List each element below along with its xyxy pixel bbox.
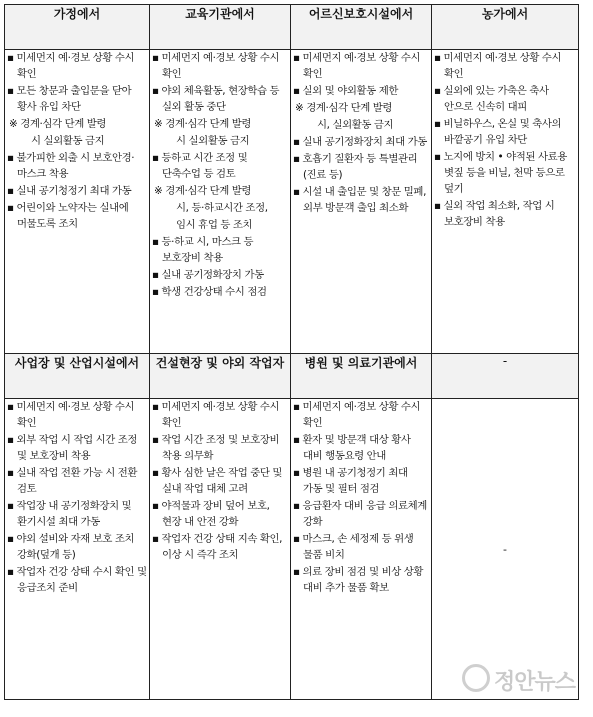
list-item: ▪ 실외에 있는 가축은 축사 안으로 신속히 대피 (434, 85, 549, 113)
cell-workplace (5, 399, 149, 596)
list-item: 시 실외활동 금지 (31, 135, 105, 147)
list-item: ※ 경계·심각 단계 발령 (295, 102, 393, 114)
list-item: ▪ 호흡기 질환자 등 특별관리(진료 등) (293, 153, 418, 181)
list-item: ▪ 실내 공기정화장치 최대 가동 (293, 136, 427, 148)
header-home: 가정에서 (5, 5, 150, 50)
list-item: ▪ 작업자 건강 상태 지속 확인, 이상 시 즉각 조치 (152, 533, 283, 561)
list-item: ▪ 환자 및 방문객 대상 황사 대비 행동요령 안내 (293, 434, 411, 462)
cell-farm (432, 50, 578, 230)
list-item: 시 실외활동 금지 (176, 135, 250, 147)
list-item: ※ 경계·심각 단계 발령 (9, 118, 107, 130)
cell-hospital (291, 399, 431, 596)
list-item: ▪ 실내 작업 전환 가능 시 전환 검토 (7, 467, 138, 495)
list-item: ▪ 모든 창문과 출입문을 닫아 황사 유입 차단 (7, 85, 132, 113)
list-item: ▪ 작업자 건강 상태 수시 확인 및 응급조치 준비 (7, 566, 147, 594)
list-item: ▪ 미세먼지 예·경보 상황 수시 확인 (152, 52, 280, 80)
list-item: ▪ 야외 설비와 자재 보호 조치 강화(덮개 등) (7, 533, 135, 561)
header-hospital: 병원 및 의료기관에서 (291, 354, 432, 399)
list-item: ▪ 외부 작업 시 작업 시간 조정 및 보호장비 착용 (7, 434, 138, 462)
list-item: ▪ 어린이와 노약자는 실내에 머물도록 조치 (7, 202, 129, 230)
list-item: ▪ 등하교 시간 조정 및 단축수업 등 검토 (152, 152, 248, 180)
list-item: ▪ 미세먼지 예·경보 상황 수시 확인 (434, 52, 562, 80)
cell-elderly-care (291, 50, 431, 216)
list-item: ▪ 야외 체육활동, 현장학습 등 실외 활동 중단 (152, 85, 280, 113)
list-item: ▪ 작업장 내 공기정화장치 및 환기시설 최대 가동 (7, 500, 132, 528)
cell-empty: - (432, 399, 579, 700)
list-item: ※ 경계·심각 단계 발령 (154, 185, 252, 197)
header-row-2 (5, 354, 579, 399)
news-logo-icon (462, 664, 490, 692)
list-item: ▪ 의료 장비 점검 및 비상 상황 대비 추가 물품 확보 (293, 566, 424, 594)
list-item: ▪ 미세먼지 예·경보 상황 수시 확인 (293, 401, 421, 429)
body-row-2 (5, 399, 579, 700)
list-item: ▪ 실내 공기정화장치 가동 (152, 269, 264, 281)
header-construction: 건설현장 및 야외 작업자 (150, 354, 291, 399)
list-item: ▪ 시설 내 출입문 및 창문 밀폐, 외부 방문객 출입 최소화 (293, 186, 426, 214)
list-item: ▪ 비닐하우스, 온실 및 축사의 바깥공기 유입 차단 (434, 118, 562, 146)
list-item: ▪ 마스크, 손 세정제 등 위생 물품 비치 (293, 533, 414, 561)
news-watermark (462, 664, 575, 696)
list-item: ▪ 노지에 방치 • 야적된 사료용 볏짚 등을 비닐, 천막 등으로 덮기 (434, 151, 567, 195)
list-item: ▪ 야적물과 장비 덮어 보호, 현장 내 안전 강화 (152, 500, 270, 528)
header-elderly-care: 어르신보호시설에서 (291, 5, 432, 50)
response-guideline-table (4, 4, 579, 700)
list-item: ▪ 불가피한 외출 시 보호안경·마스크 착용 (7, 152, 135, 180)
header-education: 교육기관에서 (150, 5, 291, 50)
list-item: ▪ 미세먼지 예·경보 상황 수시 확인 (7, 401, 135, 429)
header-farm: 농가에서 (432, 5, 579, 50)
list-item: ▪ 미세먼지 예·경보 상황 수시 확인 (152, 401, 280, 429)
list-item: ▪ 등·하교 시, 마스크 등 보호장비 착용 (152, 236, 254, 264)
body-row-1 (5, 50, 579, 354)
list-item: ▪ 실외 작업 최소화, 작업 시 보호장비 착용 (434, 200, 555, 228)
list-item: 임시 휴업 등 조치 (176, 219, 253, 231)
watermark-text: 정안뉴스 (493, 670, 575, 695)
list-item: ▪ 미세먼지 예·경보 상황 수시 확인 (293, 52, 421, 80)
list-item: 시, 실외활동 금지 (317, 119, 394, 131)
header-row-1 (5, 5, 579, 50)
header-empty: - (432, 354, 579, 399)
list-item: ▪ 실외 및 야외활동 제한 (293, 85, 398, 97)
list-item: ▪ 황사 심한 날은 작업 중단 및 실내 작업 대체 고려 (152, 467, 283, 495)
list-item: ▪ 실내 공기청정기 최대 가동 (7, 185, 132, 197)
list-item: ▪ 학생 건강상태 수시 점검 (152, 286, 267, 298)
header-workplace: 사업장 및 산업시설에서 (5, 354, 150, 399)
list-item: ※ 경계·심각 단계 발령 (154, 118, 252, 130)
cell-education (150, 50, 290, 300)
cell-construction (150, 399, 290, 563)
list-item: ▪ 미세먼지 예·경보 상황 수시 확인 (7, 52, 135, 80)
list-item: ▪ 작업 시간 조정 및 보호장비 착용 의무화 (152, 434, 280, 462)
list-item: ▪ 병원 내 공기청정기 최대 가동 및 필터 점검 (293, 467, 408, 495)
list-item: ▪ 응급환자 대비 응급 의료체계 강화 (293, 500, 427, 528)
list-item: 시, 등·하교시간 조정, (176, 202, 268, 214)
cell-home (5, 50, 149, 232)
